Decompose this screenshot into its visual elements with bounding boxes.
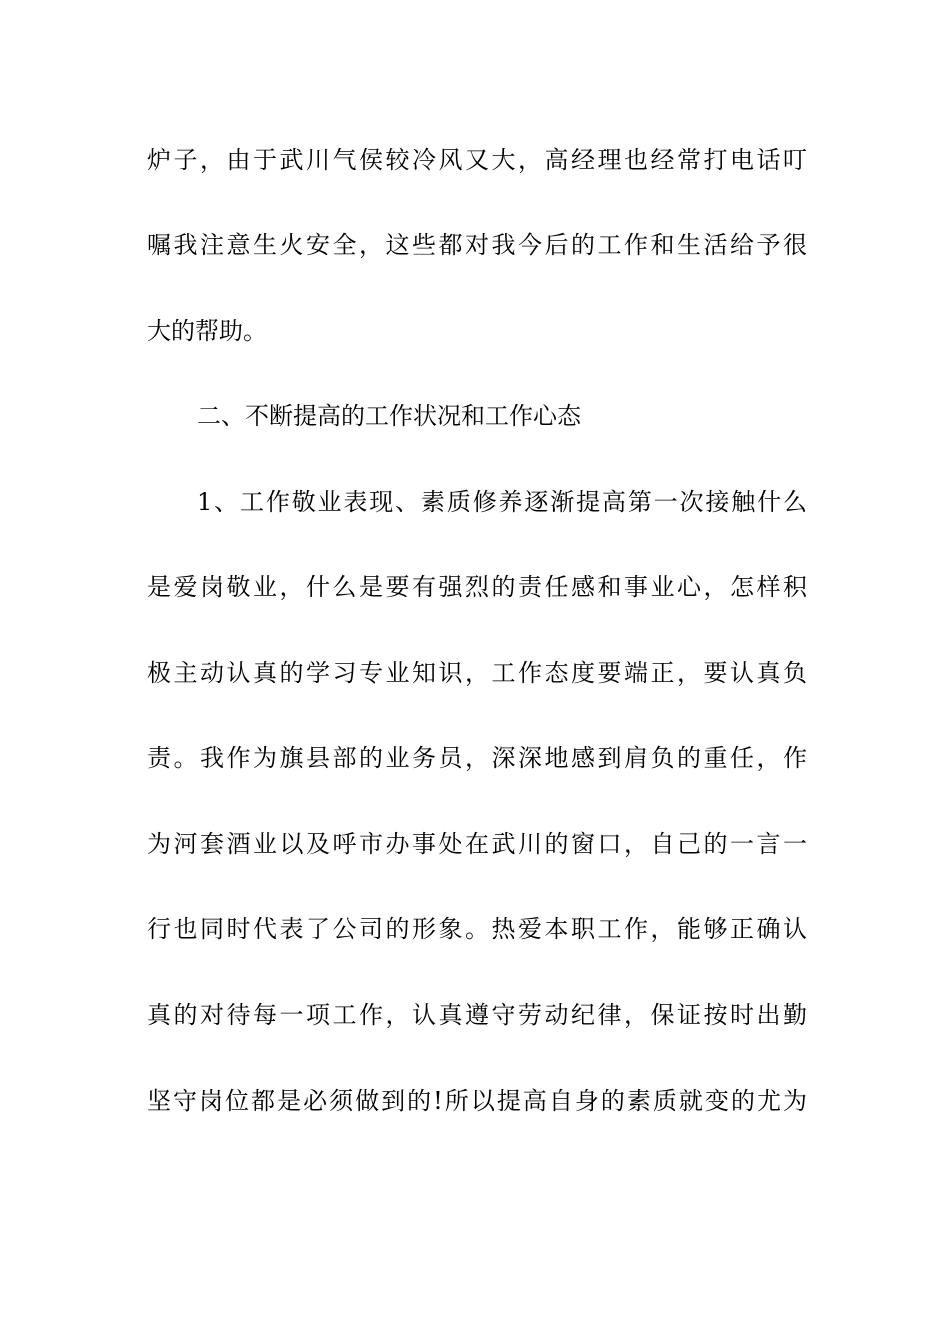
section-heading: 二、不断提高的工作状况和工作心态 (197, 402, 581, 430)
text-line-12: 坚守岗位都是必须做到的!所以提高自身的素质就变的尤为 (147, 1087, 807, 1115)
text-line-9: 为河套酒业以及呼市办事处在武川的窗口，自己的一言一 (147, 830, 807, 858)
text-line-11: 真的对待每一项工作，认真遵守劳动纪律，保证按时出勤 (147, 1001, 807, 1029)
text-line-8: 责。我作为旗县部的业务员，深深地感到肩负的重任，作 (147, 744, 807, 772)
text-line-2: 嘱我注意生火安全，这些都对我今后的工作和生活给予很 (147, 231, 807, 259)
text-line-10: 行也同时代表了公司的形象。热爱本职工作，能够正确认 (147, 915, 807, 943)
text-line-7: 极主动认真的学习专业知识，工作态度要端正，要认真负 (147, 659, 807, 687)
text-line-5: 1、工作敬业表现、素质修养逐渐提高第一次接触什么 (197, 488, 807, 516)
text-line-6: 是爱岗敬业，什么是要有强烈的责任感和事业心，怎样积 (147, 573, 807, 601)
text-line-1: 炉子，由于武川气侯较冷风又大，高经理也经常打电话叮 (147, 146, 807, 174)
text-line-3: 大的帮助。 (147, 317, 267, 345)
